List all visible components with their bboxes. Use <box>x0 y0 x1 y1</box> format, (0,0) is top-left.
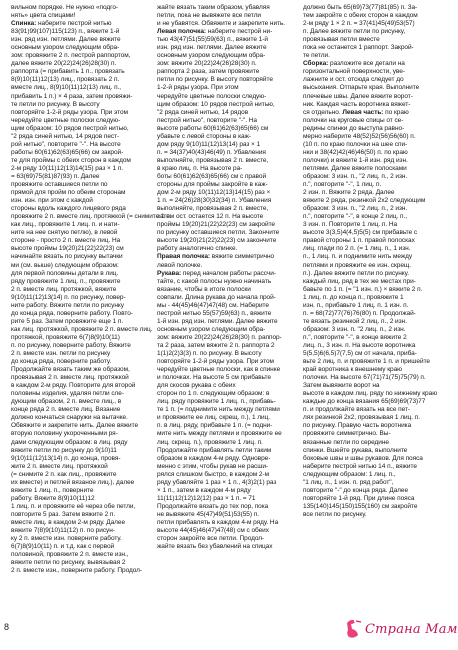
text-line: (= снимите 2 п. как лиц., провяжите <box>11 470 117 478</box>
text-line: полочки) и вяжите 1-й изн. ряд изн. <box>303 156 408 164</box>
text-line: те вязать резинкой 2 лиц. п., 2 изн. <box>303 317 407 325</box>
text-line: сторон по 1 п. следующим образом: в <box>157 390 270 398</box>
text-line: лиц. скрещ. п.), провяжите 1 лиц. п. <box>157 438 263 446</box>
text-line: выполняйте, провязывая 2 п. вместе, <box>157 156 269 164</box>
text-line: высоте проймы 19(20)21(22)22(23) см <box>11 245 124 253</box>
text-line: зом: вяжите 20(22)24(26)28(30) п. раппор- <box>157 333 282 341</box>
text-line: лиц. глади по 2 п. (= 1 лиц. п., 1 изн. <box>303 245 411 253</box>
text-line: все петли по рисунку. <box>303 510 367 518</box>
text-line: 2 п. вместе лиц. протяжкой, вяжите <box>11 285 117 293</box>
text-line: половины изделия, удаляя петли сле- <box>11 390 124 398</box>
text-line: половиной, провяжите 2 п. вместе изн., <box>11 551 129 559</box>
text-line: каждые до конца вязания 65(69)69(73)77 <box>303 398 426 406</box>
text-line: лажните и ост. отсюда следует до <box>303 76 404 84</box>
text-line: ните на нее снятую петлю), в левой <box>11 229 118 237</box>
text-column-2 <box>157 4 299 551</box>
text-line: чередуйте цветные полоски следую- <box>11 116 121 124</box>
text-line: п. и продолжайте вязать на все пет- <box>303 406 411 414</box>
text-line: стороны вдоль каждого лицевого ряда <box>11 205 126 213</box>
text-line: выполняйте, провязывая 2 п. вместе, <box>157 205 269 213</box>
text-line: пестрой нитью 55(57)59(63) п., вяжите <box>157 309 272 317</box>
text-line: 6(7)8(9)10(11) п. и т.д. как с первой <box>11 543 115 551</box>
text-line: 1 п. = 24(26)28(30)32(34) п. Убавления <box>157 197 272 205</box>
text-line: стороне - просто 2 п. вместе лиц. На <box>11 237 121 245</box>
text-line: дом ряду 9(10)11(12)13(14) раз × 1 <box>157 140 261 148</box>
text-line: вьте 2 лиц. п. и провяжите 1 п. и пришейте <box>303 358 430 366</box>
text-line: проймы 19(20)21(22)22(23) см закройте <box>157 221 275 229</box>
text-line: × 1 п., затем в каждом 4-м ряду <box>157 486 251 494</box>
text-line: рялся слишком быстро, в каждом 2-м <box>157 470 270 478</box>
text-line: дующим образом, 2 п. вместе лиц., в <box>11 398 122 406</box>
text-line: стороны для проймы закройте в каж- <box>157 181 268 189</box>
text-line: убавьте с левой стороны в каж- <box>157 132 252 140</box>
text-line: 2-м ряду 1 × 2 п. = 37(41)45(49)53(57) <box>303 20 415 28</box>
text-line: полочки. На высоте 67(71)71(75)75(79) п. <box>303 374 426 382</box>
text-line: правой стороны 1 п. правой полосках <box>303 237 415 245</box>
text-line: ряду провяжите 1 лиц. п., провяжите <box>11 277 121 285</box>
text-line: рите 5 раз. Затем провяжите еще 1 п. <box>11 317 124 325</box>
text-line: работу. Вяжите 8(9)10(11)12 <box>11 494 95 502</box>
text-line: полочки на круговые спицы от се- <box>303 116 404 124</box>
text-line: провяжите оставшиеся петли по <box>11 181 108 189</box>
text-line: Сборка: разложите все детали на <box>303 60 405 68</box>
text-line: Правая полочка: вяжите симметрично <box>157 253 275 261</box>
text-line: вместе лиц., 8(9)10(11)12(13) лиц. п., <box>11 84 122 92</box>
text-line: изн. ряд изн. петлями. Далее вяжите <box>11 36 121 44</box>
text-line: по рисунку. Правую часть воротника <box>303 422 412 430</box>
text-line: вязанные петли по середине <box>303 438 389 446</box>
text-line: Продолжайте прибавлять петли таким <box>157 446 272 454</box>
text-line: повторяйте 1-2-й ряды узора. При этом <box>157 358 274 366</box>
text-line: дом 2-м ряду 10(11)12(13)14(15) раз × <box>157 189 271 197</box>
text-line: 2 п. вместе изн. петли по рисунку <box>11 350 111 358</box>
text-line: их вместе) и петлей вязаное лиц.), далее <box>11 478 135 486</box>
text-line: зом: вяжите 20(22)24(26)28(30) п. <box>157 60 257 68</box>
text-line: протяжкой, провяжите 6(7)8(9)10(11) <box>11 333 120 341</box>
text-column-1 <box>11 4 172 575</box>
text-line: петли прибавлять в каждом 4-м ряду. На <box>157 519 279 526</box>
text-line: для скосов рукава с обеих <box>157 382 236 390</box>
text-line: совпали. Длина рукава до начала прой- <box>157 293 276 301</box>
text-line: 9(10)11(12)13(14) п. по рисунку, повер- <box>11 293 126 301</box>
text-line: изн. ряд изн. петлями. Далее вяжите <box>157 44 267 52</box>
text-line: п. Далее вяжите петли по рисунку, <box>303 28 406 36</box>
text-line: петлями и провяжите ее изн. скрещ. <box>303 261 411 269</box>
text-line: мерно наберите 48(52)52(56)56(60) п. <box>303 132 416 140</box>
text-line: конце ряда 2 п. вместе лиц. Вязание <box>11 406 121 414</box>
text-line: основным узором следующим обра- <box>11 44 120 52</box>
text-line: в каждом 2-м ряду. Повторите для второй <box>11 382 136 390</box>
text-line: ми (см. выше) следующим образом: <box>11 261 119 269</box>
text-line: 8(9)10(11)12(13) лиц., провязать 2 п. <box>11 76 120 84</box>
text-line: чередуйте цветные полоски следую- <box>157 92 267 100</box>
text-line: прямой для пройм по обеим сторонам <box>11 189 126 197</box>
text-line: 11(11)12(12)12(12) раз × 1 п. = 71 <box>157 494 256 502</box>
text-line: в краю лиц. п. На высоте ра- <box>157 164 243 172</box>
text-line: раппорта (= прибавить 1 п., провязать <box>11 68 125 76</box>
text-line: п. в лиц. ряду, прибавьте 1 п. (= подни- <box>157 422 273 430</box>
text-line: лиц. ряду провяжите 1 лиц. п., прибавь- <box>157 398 276 406</box>
page-number: 8 <box>4 622 10 632</box>
text-line: п.", повторите "-", в конце вяжите 2 <box>303 333 407 341</box>
text-line: должно быть 65(69)73(77)81(85) п. За- <box>303 4 418 11</box>
text-line: 1 лиц. п. до конца п., провяжите 1 <box>303 293 404 301</box>
text-line: прибавить 1 п.) × 4 раза, затем провяжи- <box>11 92 133 100</box>
text-line: должно кончаться снаружи на вытачке. <box>11 414 128 422</box>
text-line: вяжите 2 ряда, резинкой 2х2 следующим <box>303 197 426 205</box>
text-line: та 2 раза, затем вяжите 2 п. раппорта 2 <box>157 341 275 349</box>
text-line: образом: 3 изн. п., "2 лиц. п., 2 изн. <box>303 205 408 213</box>
text-line: работу аналогично спинке. <box>157 245 238 253</box>
text-line: образом в каждом 4-м ряду. Одновре- <box>157 454 271 462</box>
text-line: (10 п. по краю полочки на шее спи- <box>303 140 408 148</box>
text-line: 83(91)99(107)115(123) п., вяжите 1-й <box>11 28 120 36</box>
text-line: п. = 34(37)40(43)46(49) п. Убавления <box>157 148 266 156</box>
text-line: 2 изн. п. Вяжите 2 ряда. Далее <box>303 189 395 197</box>
text-line: нки и 38(42)42(46)46(50) п. по краю <box>303 148 408 156</box>
text-line: Левая полочка: наберите пестрой ни- <box>157 28 273 36</box>
text-line: образом: 3 изн. п. "2 лиц. п., 2 изн. <box>303 325 406 333</box>
text-line: ку 2 п. вместе изн. поверните работу. <box>11 535 122 543</box>
text-line: вяжите петли по рисунку до 9(10)11 <box>11 446 117 454</box>
text-line: = 63(69)75(81)87(93) п. Далее <box>11 172 100 180</box>
text-line: пестрой нитью", повторите "-". На <box>157 116 257 124</box>
text-line: зом: провяжите 2 п. пестрой раппортом, <box>11 52 131 60</box>
text-line: 1 лиц. п. и провяжите её через обе петли, <box>11 502 136 510</box>
text-line: тем закройте с обеих сторон в каждом <box>303 12 418 20</box>
text-line: и провяжите ее лиц. скрещ. п.), 1 лиц. <box>157 414 271 422</box>
text-line: далее вяжите 20(22)24(26)28(30) п. <box>11 60 117 68</box>
text-line: тайте, с какой полосы нужно начинать <box>157 277 272 285</box>
text-line: начинайте вязать по рисунку вытачки <box>11 253 123 261</box>
text-line: высоте 19(20)21(22)22(23) см закончите <box>157 237 277 245</box>
text-line: высыхания. Отпарьте края. Выполните <box>303 84 420 92</box>
text-line: Спинка: наберите пестрой нитью <box>11 20 112 28</box>
text-line: не вывяжете 45(47)49(51)53(55) п. <box>157 510 259 518</box>
text-line: провязывая 2 п. вместе лиц. протяжкой <box>11 374 129 382</box>
text-line: до конца ряда, поверните работу. <box>11 358 112 366</box>
text-line: вяжите 1 лиц. п., поверните <box>11 486 94 494</box>
text-line: Продолжайте вязать до тех пор, пока <box>157 502 269 510</box>
text-line: менно с этим, чтобы рукав не расши- <box>157 462 269 470</box>
text-line: высоте работы 60(61)62(63)65(66) см <box>157 124 269 132</box>
text-line: "2 ряда синей нитью, 14 рядов пест- <box>11 132 120 140</box>
text-line: п. по рисунку, поверните работу. Вяжите <box>11 341 131 349</box>
text-line: изн. изн. при этом с каждой <box>11 197 93 205</box>
text-line: нять» цвета спицами! <box>11 12 76 20</box>
text-line: Затем вывяжите ворот на <box>303 382 380 390</box>
text-line: Обвяжите и закрепите нить. Далее вяжите <box>11 422 139 430</box>
text-line: 135(140)145(150)155(160) см закройте <box>303 502 418 510</box>
text-line: п.", повторите "-", в конце 2 лиц. п., <box>303 213 408 221</box>
text-line: вяжите петли по рисунку, вывязывая 2 <box>11 559 126 567</box>
text-line: затем ост. остается 12 п. На высоте <box>157 213 264 221</box>
text-line: каждый лиц. ряд в тех же местах при- <box>303 277 416 285</box>
text-line: вильном порядке. Не нужно «подго- <box>11 4 119 11</box>
text-line: Продолжайте вязать таким же образом, <box>11 366 130 374</box>
text-line: ся отдельно. Левая часть: по краю <box>303 108 409 116</box>
text-line: повторите "-" до конца ряда. Далее <box>303 486 409 494</box>
text-line: боковые швы и швы рукавов. Для пояса <box>303 454 423 462</box>
text-line: п., 1 лиц. п. и поднимите нить между <box>303 253 413 261</box>
text-line: "1 лиц. п., 1 изн. п. ряд работ", <box>303 478 394 486</box>
text-line: те для проймы с обеих сторон в каждом <box>11 156 131 164</box>
text-line: следующим образом: 1 лиц. п., <box>303 470 396 478</box>
text-line: п.", повторите "-", 1 лиц. п. <box>303 181 382 189</box>
text-line: петли, пока не вывяжете все петли <box>157 12 262 20</box>
text-line: щим образом: 10 рядов пестрой нитью, <box>157 100 275 108</box>
text-line: вязание, чтобы в итоге полоски <box>157 285 251 293</box>
text-line: бавьте по 1 п. (= "1 изн. п.) × вяжите 2 п. <box>303 285 423 293</box>
text-line: жайте вязать таким образом, убавляя <box>157 4 270 11</box>
text-line: ник. Каждая часть воротника вяжет- <box>303 100 411 108</box>
text-line: провязывая петли вместе <box>303 36 380 44</box>
text-line: основным узором следующим обра- <box>157 325 266 333</box>
text-line: как лиц., провяжите 1 лиц. п. и нати- <box>11 221 120 229</box>
watermark-text: Страна Мам <box>365 622 458 637</box>
text-line: 1(1)2(2)3(3) п. по рисунку. В высоту <box>157 350 262 358</box>
text-line: провяжите симметрично. Вы- <box>303 430 391 438</box>
text-line: для первой половины детали в лиц. <box>11 269 119 277</box>
text-line: вяжите 7(8)9(10)11(12) п. по рисун- <box>11 527 115 535</box>
text-line: чередуйте цветные полоски, как в спинке <box>157 366 281 374</box>
text-line: п. = 68(72)77(76)76(80) п. Продолжай- <box>303 309 416 317</box>
text-line: жайте вязать без убавлений на спицах <box>157 543 273 551</box>
text-line: петли по рисунку. В высоту повторяйте <box>157 76 273 84</box>
text-line: лиц. п., 3 изн. п. На высоте воротника <box>303 341 416 349</box>
text-line: край воротника к внешнему краю <box>303 366 402 374</box>
site-watermark <box>341 614 458 646</box>
text-line: дами следующим образом: в лиц. ряду <box>11 438 128 446</box>
text-line: Рукава: перед началом работы рассчи- <box>157 269 276 277</box>
text-line: повторите 5 раз. Затем вяжите 2 п. <box>11 510 116 518</box>
text-line: 2 п. вместе изн., поверните работу. Продол- <box>11 567 143 575</box>
text-line: ните работу. Вяжите петли по рисунку <box>11 301 124 309</box>
text-line: как лиц. протяжкой, провяжите 2 п. вместе лиц. <box>11 325 153 333</box>
text-line: основным узором следующим обра- <box>157 52 266 60</box>
text-line: 1-2-й ряды узора. При этом <box>157 84 239 92</box>
text-line: мы - 44(45)46(47)47(48) см. Наберите <box>157 301 269 309</box>
text-line: ряду убавляйте 1 раз × 1 п., 4(3)2(1) раз <box>157 478 277 486</box>
text-line: образом: 3 изн. п., "2 лиц. п., 2 изн. <box>303 172 408 180</box>
text-line: тью 43(47)51(55)59(63) п., вяжите 1-й <box>157 36 268 44</box>
text-line: те петли по рисунку. В высоту <box>11 100 100 108</box>
text-line: и полочках. На высоте 5 см прибавьте <box>157 374 271 382</box>
text-column-3 <box>303 4 445 519</box>
text-line: плечевые швы. Далее вяжите ворот- <box>303 92 413 100</box>
text-line: спинки. Вшейте рукава, выполните <box>303 446 408 454</box>
text-line: 2-м ряду 10(11)12(13)14(15) раз × 1 п. <box>11 164 124 172</box>
text-line: щим образом: 10 рядов пестрой нитью, <box>11 124 129 132</box>
text-line: 3 изн. п. Повторите 1 лиц. п. На <box>303 221 398 229</box>
text-line: провяжите 2 п. вместе лиц. протяжкой (= снимите 1 п. <box>11 213 172 221</box>
text-line: сторон закройте все петли. Продол- <box>157 535 265 543</box>
text-line: наберите пестрой нитью 14 п., вяжите <box>303 462 417 470</box>
text-line: высоте 44(45)46(47)47(48) см с обеих <box>157 527 269 535</box>
text-line: по рисунку оставшиеся петли. Закончите <box>157 229 280 237</box>
text-line: боты 60(61)62(63)65(66) см с правой <box>157 172 267 180</box>
text-line: до конца ряда, поверните работу. Повто- <box>11 309 133 317</box>
text-line: изн. п., прибавьте 1 лиц. п. 1 изн. п. <box>303 301 409 309</box>
text-line: работы 60(61)62(63)65(66) см закрой- <box>11 148 124 156</box>
text-line: горизонтальной поверхности, уве- <box>303 68 405 76</box>
text-line: повторяйте 1-й ряд. При длине пояса <box>303 494 415 502</box>
text-line: пока не останется 1 раппорт. Закрой- <box>303 44 414 52</box>
text-line: "2 ряда синей нитью, 14 рядов <box>157 108 249 116</box>
text-line: высоте 3(3,5)4(4,5)5(5) см прибавьте с <box>303 229 418 237</box>
stork-logo-icon <box>343 617 363 641</box>
text-line: вторую половину укороченными ря- <box>11 430 118 438</box>
text-line: левой полочке. <box>157 261 203 269</box>
text-line: и не убавятся. Обвяжите и закрепите нить. <box>157 20 286 28</box>
text-line: те петли. <box>303 52 330 60</box>
text-line: жите 2 п. вместе лиц. протяжкой <box>11 462 108 470</box>
text-line: те 1 п. (= поднимите нить между петлями <box>157 406 280 414</box>
text-line: петлями. Далее вяжите полосками <box>303 164 407 172</box>
text-line: п.). Далее вяжите петли по рисунку. <box>303 269 409 277</box>
text-line: 9(10)11(12)13(14) п. до конца, провя- <box>11 454 121 462</box>
text-line: 5(5,5)6(6,5)7(7,5) см от начала, приба- <box>303 350 417 358</box>
text-line: вместе лиц. в каждом 2-м ряду. Далее <box>11 519 126 526</box>
text-line: рой нитью", повторите "-". На высоте <box>11 140 121 148</box>
text-line: лях резинкой 2х2, провязывая 1 лиц. п. <box>303 414 420 422</box>
text-line: раппорта 2 раза, затем провяжите <box>157 68 260 76</box>
text-line: мите нить между петлями и провяжите ее <box>157 430 282 438</box>
text-line: высоте в каждом лиц. ряду по нижнему краю <box>303 390 438 398</box>
text-line: 1-й изн. ряд изн. петлями. Далее вяжите <box>157 317 278 325</box>
text-line: повторяйте 1-2-й ряды узора. При этом <box>11 108 128 116</box>
text-line: редины спинки до выступа равно- <box>303 124 405 132</box>
